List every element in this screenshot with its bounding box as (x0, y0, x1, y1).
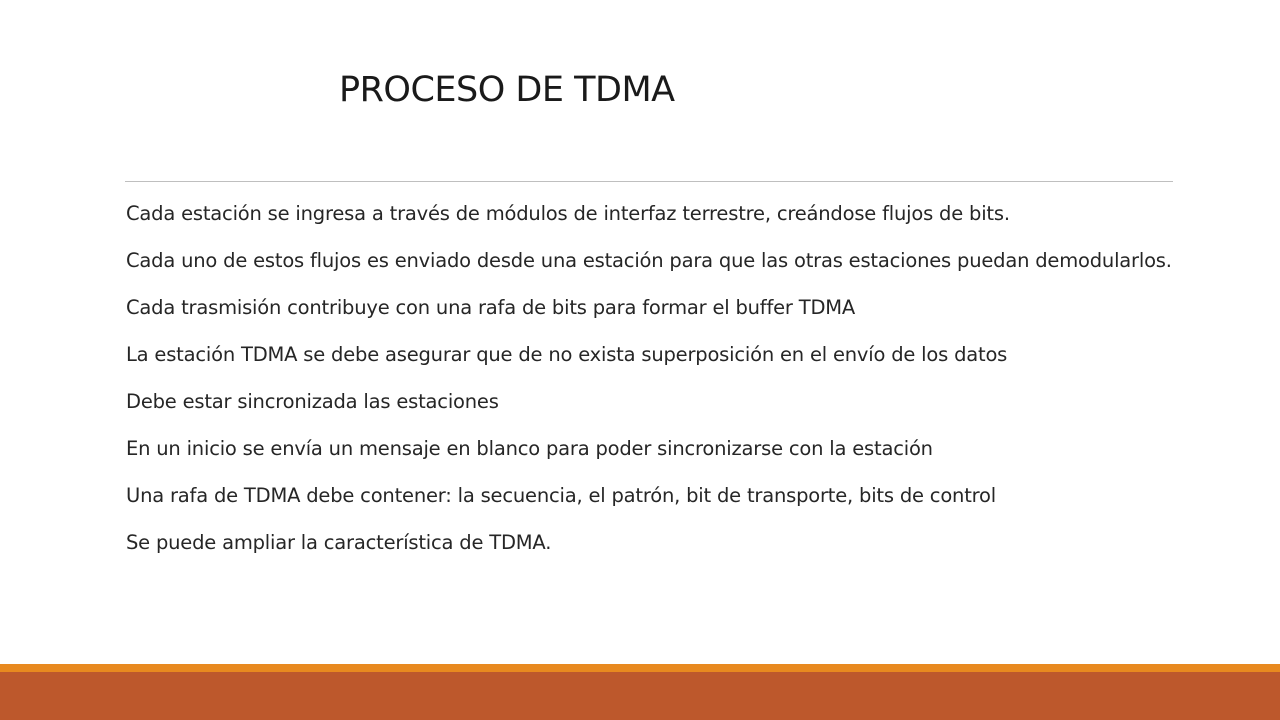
bullet-item: Se puede ampliar la característica de TDMA. (126, 531, 552, 554)
bullet-list (126, 199, 1186, 575)
bullet-item: Cada uno de estos flujos es enviado desde una estación para que las otras estaciones puedan demodularlos. (126, 249, 1172, 272)
footer-band (0, 672, 1280, 720)
title-divider (125, 181, 1173, 182)
bullet-item: La estación TDMA se debe asegurar que de no exista superposición en el envío de los datos (126, 343, 1008, 366)
bullet-item: Cada trasmisión contribuye con una rafa de bits para formar el buffer TDMA (126, 296, 856, 319)
slide-title: PROCESO DE TDMA (339, 70, 675, 110)
bullet-item: En un inicio se envía un mensaje en blanco para poder sincronizarse con la estación (126, 437, 933, 460)
bullet-item: Cada estación se ingresa a través de módulos de interfaz terrestre, creándose flujos de bits. (126, 202, 1010, 225)
bullet-item: Debe estar sincronizada las estaciones (126, 390, 499, 413)
footer-accent-stripe (0, 664, 1280, 672)
bullet-item: Una rafa de TDMA debe contener: la secuencia, el patrón, bit de transporte, bits de control (126, 484, 997, 507)
